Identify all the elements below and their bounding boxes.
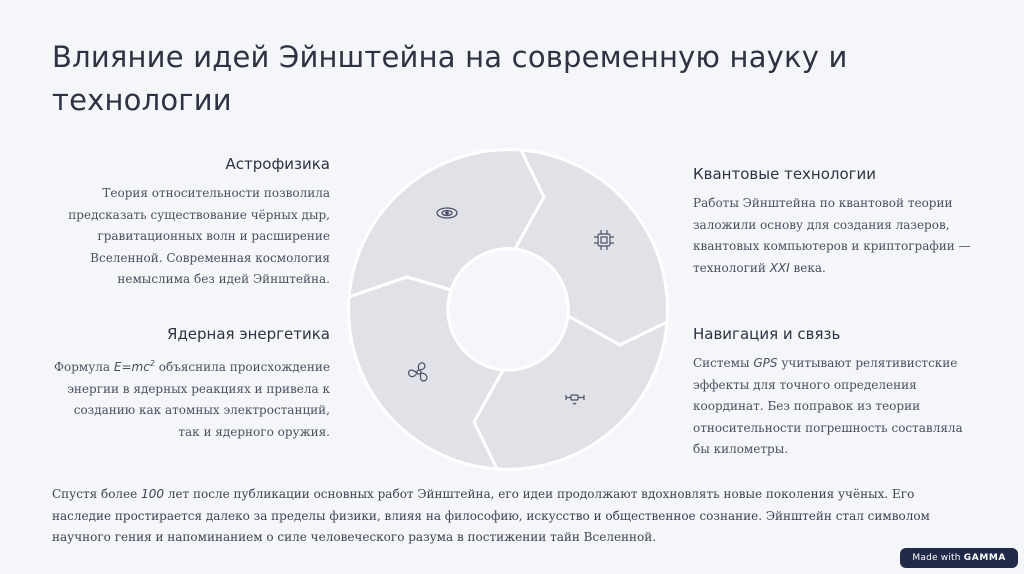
formula — [114, 360, 155, 374]
section-text-nuclear — [50, 353, 330, 443]
text-part: объяснила происхождение энергии в ядерных реакциях и привела к созданию как атомных электростанций, так и ядерного оружия. — [67, 360, 330, 439]
section-text-quantum — [693, 193, 983, 279]
text-part: Спустя более — [52, 487, 138, 501]
footer-text — [52, 484, 952, 549]
section-text-navigation — [693, 353, 973, 461]
text-part: Работы Эйнштейна по квантовой теории заложили основу для создания лазеров, квантовых компьютеров и криптографии — технологий — [693, 196, 971, 275]
section-heading-nuclear: Ядерная энергетика — [167, 325, 330, 343]
section-nuclear — [50, 325, 330, 443]
text-part: Системы — [693, 356, 750, 370]
cycle-segment-nuclear — [349, 277, 503, 469]
section-text-astrophysics: Теория относительности позволила предсказать существование чёрных дыр, гравитационных волн и расширение Вселенной. Современная космология немыслима без идей Эйнштейна. — [68, 186, 330, 286]
text-part: учитывают релятивистские эффекты для точного определения координат. Без поправок из теории относительности погрешность составляла бы километры. — [693, 356, 963, 456]
text-part: Формула — [54, 360, 111, 374]
section-astrophysics — [60, 155, 330, 291]
section-navigation — [693, 325, 973, 461]
made-with-gamma-badge[interactable] — [900, 548, 1018, 568]
badge-prefix: Made with — [912, 553, 961, 563]
text-em: GPS — [753, 356, 778, 370]
section-heading-navigation: Навигация и связь — [693, 325, 841, 343]
section-heading-astrophysics: Астрофизика — [225, 155, 330, 173]
section-quantum — [693, 165, 983, 279]
page-title: Влияние идей Эйнштейна на современную науку и технологии — [52, 40, 848, 117]
formula-base: E=mc — [113, 360, 150, 374]
formula-exponent: 2 — [149, 359, 155, 368]
text-em: XXI — [769, 260, 790, 275]
cycle-segment-navigation — [474, 316, 667, 469]
section-heading-quantum: Квантовые технологии — [693, 165, 877, 183]
text-part: лет после публикации основных работ Эйнштейна, его идеи продолжают вдохновлять новые поколения учёных. Его наследие простирается далеко за пределы физики, влияя на философию, искусство и общественное сознание. Эйнштейн стал символом научного гения и напоминанием о силе человеческого разума в постижении тайн Вселенной. — [52, 487, 930, 544]
cycle-segment-quantum — [515, 150, 667, 345]
text-em: 100 — [141, 487, 164, 501]
cycle-segment-astrophysics — [349, 150, 544, 297]
text-part: века. — [793, 260, 826, 275]
badge-brand: GAMMA — [963, 553, 1006, 563]
